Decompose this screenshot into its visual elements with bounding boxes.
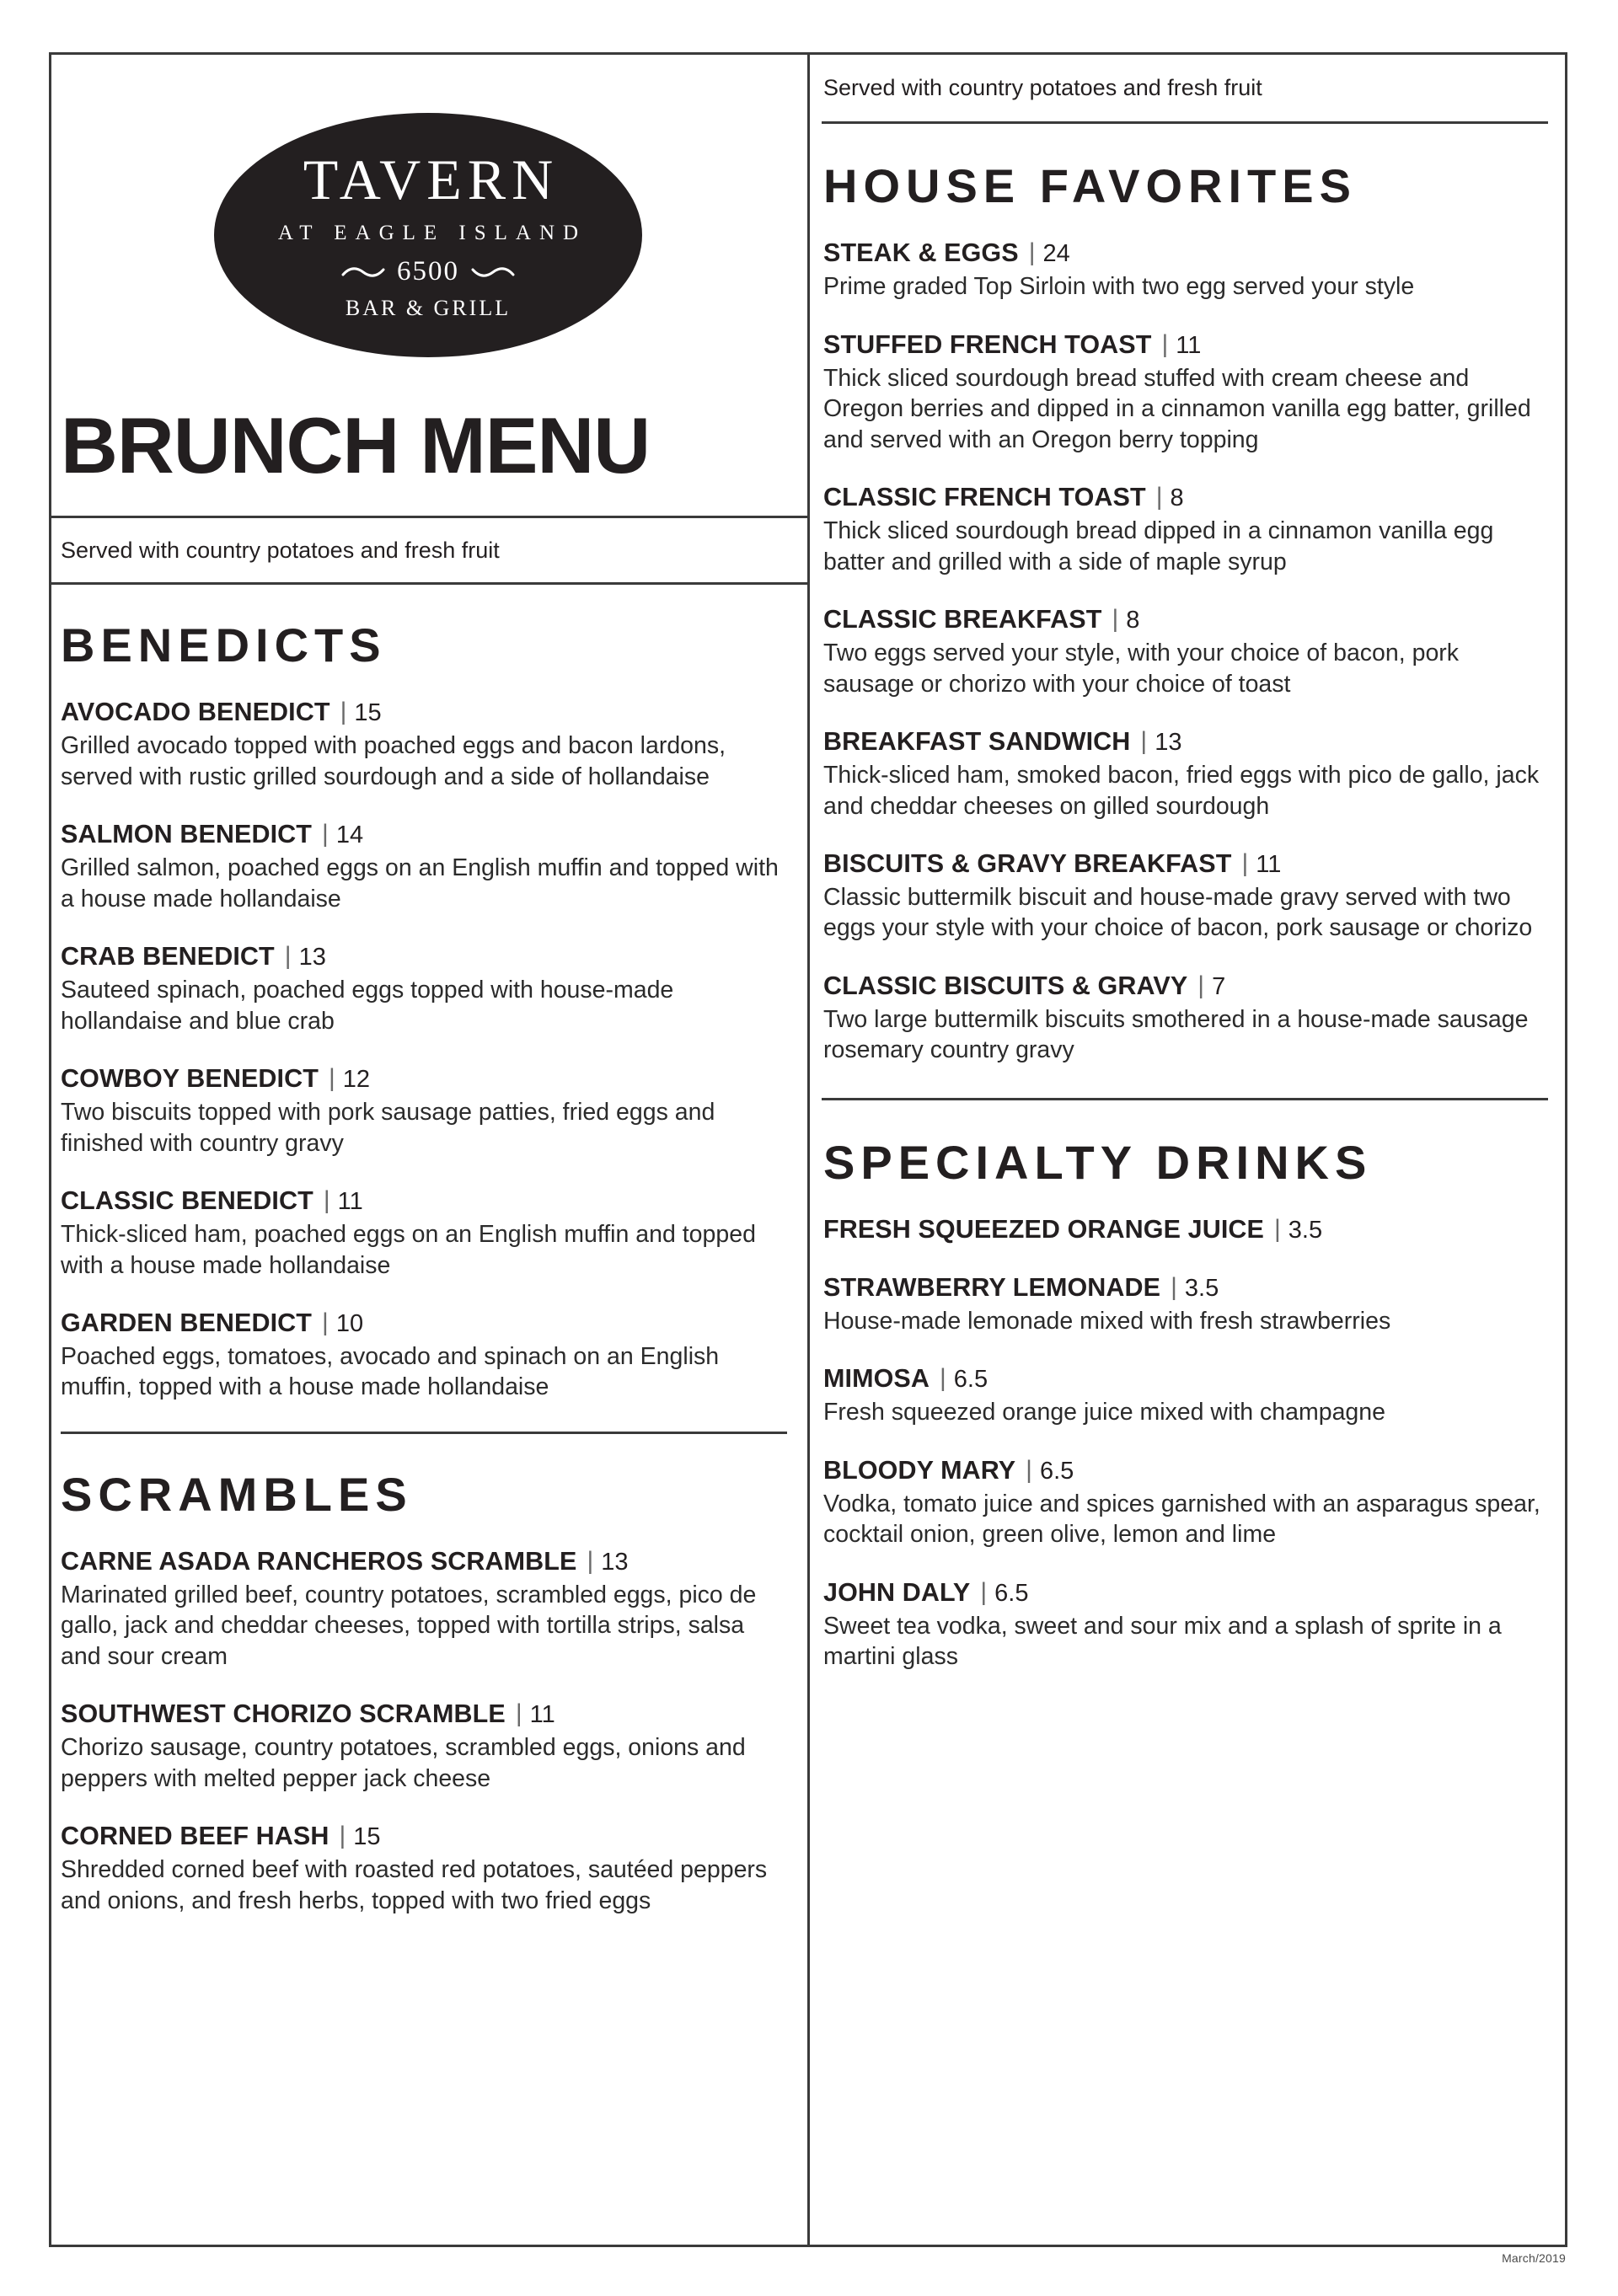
price-separator: | bbox=[284, 942, 292, 971]
menu-item-head bbox=[61, 820, 790, 850]
menu-item-description: Vodka, tomato juice and spices garnished with an asparagus spear, cocktail onion, green olive, lemon and lime bbox=[823, 1490, 1540, 1549]
menu-item-description: Chorizo sausage, country potatoes, scrambled eggs, onions and peppers with melted pepper jack cheese bbox=[61, 1734, 746, 1792]
menu-item bbox=[823, 238, 1547, 302]
menu-item-description: Thick sliced sourdough bread dipped in a cinnamon vanilla egg batter and grilled with a side of maple syrup bbox=[823, 517, 1494, 575]
menu-item-head bbox=[61, 1547, 790, 1577]
menu-item-price: 6.5 bbox=[1039, 1457, 1074, 1485]
price-separator: | bbox=[322, 820, 329, 848]
menu-item-description: Grilled salmon, poached eggs on an English muffin and topped with a house made hollandaise bbox=[61, 854, 779, 913]
menu-item-name: COWBOY BENEDICT bbox=[61, 1064, 319, 1094]
menu-item-head bbox=[61, 942, 790, 972]
menu-item-name: CRAB BENEDICT bbox=[61, 942, 275, 971]
footer-date: March/2019 bbox=[1502, 2251, 1566, 2265]
menu-item-head bbox=[823, 727, 1547, 757]
menu-item-name: STRAWBERRY LEMONADE bbox=[823, 1272, 1161, 1302]
logo-wrap bbox=[49, 52, 807, 357]
menu-item-price: 12 bbox=[342, 1066, 371, 1094]
menu-item-description: Shredded corned beef with roasted red potatoes, sautéed peppers and onions, and fresh herbs, topped with two fried eggs bbox=[61, 1856, 768, 1914]
logo-tagline: BAR & GRILL bbox=[345, 296, 512, 320]
menu-item-head bbox=[61, 1699, 790, 1730]
menu-item-price: 11 bbox=[529, 1701, 555, 1729]
menu-item-description: Grilled avocado topped with poached eggs and bacon lardons, served with rustic grilled sourdough and a side of hollandaise bbox=[61, 732, 726, 790]
menu-item-name: BREAKFAST SANDWICH bbox=[823, 727, 1131, 757]
right-column bbox=[810, 52, 1567, 1672]
menu-item-head bbox=[823, 971, 1547, 1002]
menu-item bbox=[61, 1186, 790, 1281]
menu-item-head bbox=[823, 1456, 1547, 1486]
frame-bottom-rule bbox=[49, 2245, 1567, 2247]
menu-item-name: CLASSIC BREAKFAST bbox=[823, 605, 1102, 634]
price-separator: | bbox=[1273, 1214, 1281, 1243]
menu-item-description: Thick-sliced ham, poached eggs on an English muffin and topped with a house made hollandaise bbox=[61, 1221, 756, 1279]
menu-item bbox=[823, 1578, 1547, 1672]
tavern-logo bbox=[214, 113, 642, 357]
menu-item-head bbox=[823, 1273, 1547, 1303]
menu-item bbox=[823, 727, 1547, 822]
menu-item-description: Sweet tea vodka, sweet and sour mix and a splash of sprite in a martini glass bbox=[823, 1612, 1502, 1671]
menu-item-description: Poached eggs, tomatoes, avocado and spinach on an English muffin, topped with a house made hollandaise bbox=[61, 1342, 720, 1401]
menu-item-head bbox=[61, 698, 790, 728]
menu-item bbox=[61, 820, 790, 914]
menu-item-description: Two eggs served your style, with your choice of bacon, pork sausage or chorizo with your choice of toast bbox=[823, 640, 1460, 698]
logo-location: AT EAGLE ISLAND bbox=[277, 222, 587, 244]
menu-item bbox=[61, 1309, 790, 1403]
menu-item bbox=[823, 1456, 1547, 1550]
menu-item-description: Marinated grilled beef, country potatoes, scrambled eggs, pico de gallo, jack and cheddar cheeses, topped with tortilla strips, salsa and sour cream bbox=[61, 1581, 757, 1670]
menu-item-description: Classic buttermilk biscuit and house-made gravy served with two eggs your style with your choice of bacon, pork sausage or chorizo bbox=[823, 883, 1533, 942]
menu-item-description: Fresh squeezed orange juice mixed with champagne bbox=[823, 1399, 1385, 1426]
price-separator: | bbox=[1161, 329, 1169, 358]
served-note-left: Served with country potatoes and fresh fruit bbox=[61, 538, 500, 563]
scrambles-item-list bbox=[49, 1547, 807, 1916]
menu-item-name: FRESH SQUEEZED ORANGE JUICE bbox=[823, 1214, 1264, 1244]
section-heading-house-favorites: HOUSE FAVORITES bbox=[823, 159, 1357, 213]
menu-item bbox=[823, 1364, 1547, 1427]
menu-item-description: Two biscuits topped with pork sausage patties, fried eggs and finished with country gravy bbox=[61, 1099, 715, 1157]
menu-item-price: 13 bbox=[601, 1548, 629, 1576]
menu-item-name: STEAK & EGGS bbox=[823, 238, 1019, 268]
menu-item bbox=[823, 1273, 1547, 1336]
price-separator: | bbox=[587, 1546, 594, 1575]
menu-item-description: Two large buttermilk biscuits smothered in a house-made sausage rosemary country gravy bbox=[823, 1005, 1529, 1064]
specialty-drinks-item-list bbox=[810, 1215, 1567, 1672]
price-separator: | bbox=[340, 698, 347, 726]
menu-item-price: 11 bbox=[1176, 331, 1202, 359]
menu-item-head bbox=[823, 605, 1547, 635]
served-note-right: Served with country potatoes and fresh fruit bbox=[823, 75, 1262, 100]
menu-item-price: 10 bbox=[335, 1310, 364, 1337]
price-separator: | bbox=[339, 1822, 346, 1850]
swash-right-icon bbox=[471, 265, 515, 279]
price-separator: | bbox=[323, 1186, 330, 1215]
menu-item-name: CORNED BEEF HASH bbox=[61, 1822, 329, 1851]
logo-brand-name: TAVERN bbox=[303, 147, 560, 211]
section-heading-scrambles: SCRAMBLES bbox=[61, 1467, 413, 1521]
section-heading-specialty-drinks: SPECIALTY DRINKS bbox=[823, 1135, 1373, 1189]
menu-item-name: SALMON BENEDICT bbox=[61, 820, 313, 849]
menu-item-head bbox=[61, 1064, 790, 1094]
price-separator: | bbox=[1028, 238, 1036, 267]
menu-item-head bbox=[61, 1822, 790, 1852]
menu-item-price: 6.5 bbox=[953, 1366, 988, 1394]
menu-item-price: 13 bbox=[298, 944, 326, 971]
menu-item-head bbox=[823, 1578, 1547, 1608]
menu-item-name: GARDEN BENEDICT bbox=[61, 1309, 313, 1337]
price-separator: | bbox=[1112, 605, 1119, 634]
menu-item-price: 6.5 bbox=[994, 1579, 1029, 1607]
menu-item-head bbox=[823, 1364, 1547, 1394]
menu-item bbox=[61, 1547, 790, 1672]
menu-item-name: STUFFED FRENCH TOAST bbox=[823, 329, 1152, 359]
menu-item-price: 13 bbox=[1155, 729, 1182, 757]
menu-item bbox=[61, 1822, 790, 1916]
price-separator: | bbox=[515, 1699, 522, 1728]
menu-item-price: 8 bbox=[1126, 607, 1140, 634]
price-separator: | bbox=[980, 1577, 988, 1606]
menu-item-price: 3.5 bbox=[1184, 1274, 1219, 1302]
menu-item bbox=[61, 1064, 790, 1159]
price-separator: | bbox=[1197, 971, 1205, 999]
price-separator: | bbox=[322, 1309, 329, 1336]
menu-item-price: 3.5 bbox=[1288, 1216, 1323, 1244]
menu-item-name: SOUTHWEST CHORIZO SCRAMBLE bbox=[61, 1699, 506, 1729]
benedicts-item-list bbox=[49, 698, 807, 1403]
menu-item-name: CLASSIC BISCUITS & GRAVY bbox=[823, 971, 1188, 1000]
menu-item-name: CLASSIC FRENCH TOAST bbox=[823, 483, 1146, 512]
house-favorites-item-list bbox=[810, 238, 1567, 1065]
logo-number: 6500 bbox=[397, 256, 459, 286]
menu-item-description: Prime graded Top Sirloin with two egg served your style bbox=[823, 273, 1415, 301]
menu-item-price: 24 bbox=[1042, 240, 1070, 268]
menu-item bbox=[61, 698, 790, 792]
menu-item-head bbox=[823, 238, 1547, 269]
section-heading-benedicts: BENEDICTS bbox=[61, 618, 387, 672]
menu-item-head bbox=[823, 1215, 1547, 1245]
menu-item-name: JOHN DALY bbox=[823, 1577, 971, 1607]
menu-item-name: CLASSIC BENEDICT bbox=[61, 1186, 313, 1216]
menu-item bbox=[823, 330, 1547, 455]
menu-item-name: AVOCADO BENEDICT bbox=[61, 698, 330, 727]
menu-item-head bbox=[61, 1309, 790, 1339]
menu-item bbox=[61, 1699, 790, 1794]
menu-item bbox=[61, 942, 790, 1036]
menu-item-description: House-made lemonade mixed with fresh strawberries bbox=[823, 1307, 1391, 1335]
price-separator: | bbox=[1241, 849, 1249, 877]
menu-item-price: 11 bbox=[1256, 851, 1282, 878]
price-separator: | bbox=[939, 1364, 946, 1393]
price-separator: | bbox=[328, 1064, 335, 1093]
menu-item-description: Thick-sliced ham, smoked bacon, fried eggs with pico de gallo, jack and cheddar cheeses on gilled sourdough bbox=[823, 762, 1540, 820]
price-separator: | bbox=[1155, 483, 1163, 511]
left-column bbox=[49, 52, 807, 1916]
menu-item-price: 7 bbox=[1212, 972, 1226, 1000]
menu-item-price: 11 bbox=[337, 1188, 363, 1216]
menu-item-price: 8 bbox=[1170, 484, 1184, 512]
menu-item bbox=[823, 605, 1547, 699]
menu-item-head bbox=[823, 849, 1547, 880]
menu-item-price: 14 bbox=[335, 822, 364, 849]
menu-item-head bbox=[823, 330, 1547, 361]
menu-item-price: 15 bbox=[354, 699, 382, 727]
price-separator: | bbox=[1171, 1272, 1177, 1301]
menu-item bbox=[823, 483, 1547, 577]
menu-item-head bbox=[823, 483, 1547, 513]
menu-item-name: BLOODY MARY bbox=[823, 1455, 1016, 1485]
swash-left-icon bbox=[341, 265, 385, 279]
menu-item bbox=[823, 1215, 1547, 1245]
menu-item-name: BISCUITS & GRAVY BREAKFAST bbox=[823, 849, 1232, 878]
price-separator: | bbox=[1140, 727, 1148, 756]
menu-item-description: Sauteed spinach, poached eggs topped with house-made hollandaise and blue crab bbox=[61, 977, 674, 1035]
menu-item-price: 15 bbox=[353, 1823, 381, 1851]
menu-item-description: Thick sliced sourdough bread stuffed with cream cheese and Oregon berries and dipped in a cinnamon vanilla egg batter, grilled and served with an Oregon berry topping bbox=[823, 364, 1531, 453]
menu-item bbox=[823, 849, 1547, 944]
page-title: BRUNCH MENU bbox=[61, 401, 651, 490]
logo-number-row bbox=[341, 256, 515, 287]
menu-item-name: CARNE ASADA RANCHEROS SCRAMBLE bbox=[61, 1546, 577, 1576]
price-separator: | bbox=[1026, 1455, 1032, 1484]
menu-item-head bbox=[61, 1186, 790, 1217]
menu-item bbox=[823, 971, 1547, 1066]
menu-item-name: MIMOSA bbox=[823, 1364, 930, 1394]
